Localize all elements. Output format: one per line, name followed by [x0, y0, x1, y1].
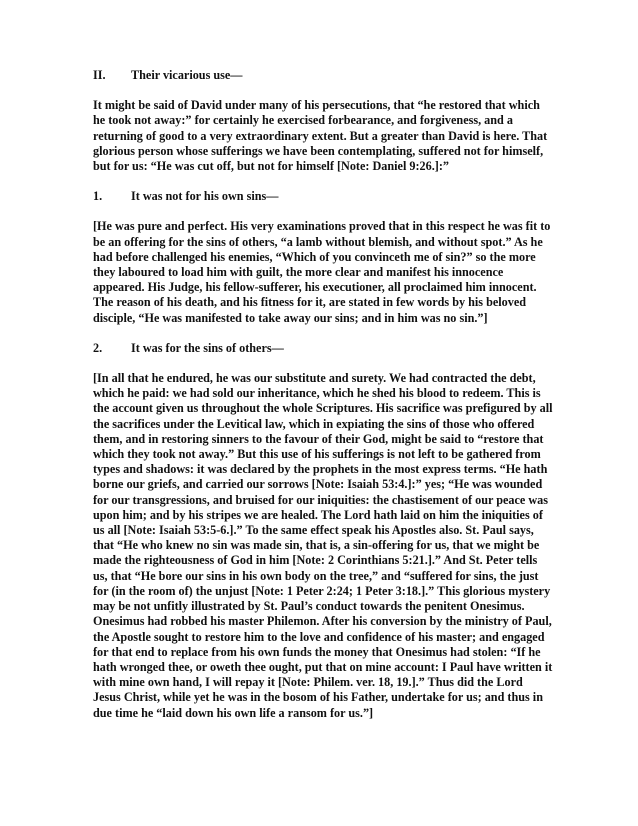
section-heading: [93, 68, 553, 83]
point-body: [He was pure and perfect. His very examinations proved that in this respect he was fit to be an offering for the sins of others, “a lamb without blemish, and without spot.” As he had before challenged his enemies, “Which of you convinceth me of sin?” so the more they laboured to load him with guilt, the more clear and manifest his innocence appeared. His Judge, his fellow-sufferer, his executioner, all proclaimed him innocent. The reason of his death, and his fitness for it, are stated in few words by his beloved disciple, “He was manifested to take away our sins; and in him was no sin.”]: [93, 219, 551, 325]
intro-paragraph: It might be said of David under many of his persecutions, that “he restored that which he took not away:” for certainly he exercised forbearance, and forgiveness, and a returning of good to a very extraordinary extent. But a greater than David is here. That glorious person whose sufferings we have been contemplating, suffered not for himself, but for us: “He was cut off, but not for himself [Note: Daniel 9:26.]:”: [93, 98, 548, 174]
point-heading: [93, 341, 553, 356]
document-page: [93, 68, 553, 721]
point-number: 1.: [93, 189, 103, 204]
point-title: It was not for his own sins—: [131, 189, 279, 204]
point-body: [In all that he endured, he was our substitute and surety. We had contracted the debt, which he paid: we had sold our inheritance, which he shed his blood to redeem. This is the account given us throughout the whole Scriptures. His sacrifice was prefigured by all the sacrifices under the Levitical law, which in expiating the sins of those who offered them, and in restoring sinners to the favour of their God, might be said to “restore that which they took not away.” But this use of his sufferings is not left to be gathered from types and shadows: it was declared by the prophets in the most express terms. “He hath borne our griefs, and carried our sorrows [Note: Isaiah 53:4.]:” yes; “He was wounded for our transgressions, and bruised for our iniquities: the chastisement of our peace was upon him; and by his stripes we are healed. The Lord hath laid on him the iniquities of us all [Note: Isaiah 53:5-6.].” To the same effect speak his Apostles also. St. Paul says, that “He who knew no sin was made sin, that is, a sin-offering for us, that we might be made the righteousness of God in him [Note: 2 Corinthians 5:21.].” And St. Peter tells us, that “He bore our sins in his own body on the tree,” and “suffered for sins, the just for (in the room of) the unjust [Note: 1 Peter 2:24; 1 Peter 3:18.].” This glorious mystery may be not unfitly illustrated by St. Paul’s conduct towards the penitent Onesimus. Onesimus had robbed his master Philemon. After his conversion by the ministry of Paul, the Apostle sought to restore him to the love and confidence of his master; and engaged for that end to replace from his own funds the money that Onesimus had stolen: “If he hath wronged thee, or oweth thee ought, put that on mine account: I Paul have written it with mine own hand, I will repay it [Note: Philem. ver. 18, 19.].” Thus did the Lord Jesus Christ, while yet he was in the bosom of his Father, undertake for us; and thus in due time he “laid down his own life a ransom for us.”]: [93, 371, 553, 720]
point-title: It was for the sins of others—: [131, 340, 284, 355]
section-numeral: II.: [93, 68, 106, 82]
point-number: 2.: [93, 340, 103, 355]
point-heading: [93, 189, 553, 204]
section-title: Their vicarious use—: [131, 68, 243, 82]
